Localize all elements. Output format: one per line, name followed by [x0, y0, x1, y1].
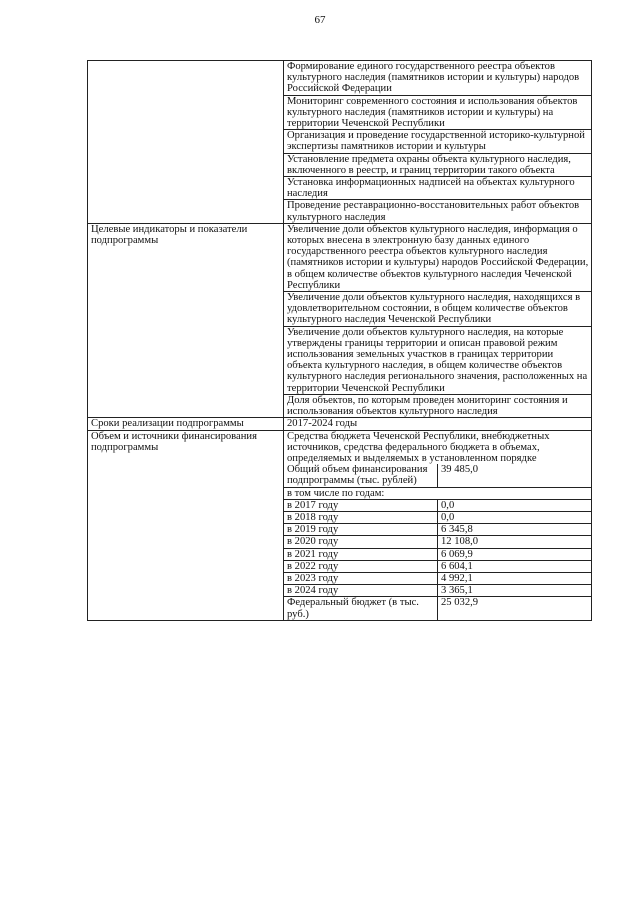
by-years-label: в том числе по годам: [284, 487, 591, 499]
year-label: в 2019 году [284, 524, 438, 536]
funding-cell [284, 430, 592, 620]
year-value: 0,0 [438, 499, 592, 511]
year-row [284, 560, 591, 572]
year-value: 3 365,1 [438, 585, 592, 597]
year-row [284, 499, 591, 511]
year-value: 12 108,0 [438, 536, 592, 548]
year-row [284, 572, 591, 584]
task-item: Установление предмета охраны объекта культурного наследия, включенного в реестр, и границ территории такого объекта [284, 153, 592, 176]
indicator-item: Увеличение доли объектов культурного наследия, информация о которых внесена в электронную базу данных единого государственного реестра объектов культурного наследия (памятников истории и культуры) народов Российской Федерации, в общем количестве объектов культурного наследия Чеченской Республики [284, 223, 592, 291]
year-row [284, 511, 591, 523]
total-label: Общий объем финансирования подпрограммы (тыс. рублей) [284, 464, 438, 487]
indicator-item: Увеличение доли объектов культурного наследия, находящихся в удовлетворительном состоянии, в общем количестве объектов культурного наследия Чеченской Республики [284, 292, 592, 327]
year-row [284, 524, 591, 536]
table-row [88, 61, 592, 96]
year-label: в 2024 году [284, 585, 438, 597]
funding-label: Объем и источники финансирования подпрограммы [88, 430, 284, 620]
table-row [88, 430, 592, 620]
year-label: в 2020 году [284, 536, 438, 548]
task-item: Проведение реставрационно-восстановительных работ объектов культурного наследия [284, 200, 592, 223]
task-item: Формирование единого государственного реестра объектов культурного наследия (памятников истории и культуры) народов Российской Федерации [284, 61, 592, 96]
year-row [284, 548, 591, 560]
tasks-label-cell [88, 61, 284, 224]
funding-sources: Средства бюджета Чеченской Республики, внебюджетных источников, средства федерального бюджета в объемах, определяемых и выделяемых в установленном порядке [287, 430, 550, 464]
funding-total-row [284, 464, 591, 487]
table-body [88, 61, 592, 621]
indicator-item: Увеличение доли объектов культурного наследия, на которые утверждены границы территории и описан правовой режим использования земельных участков в границах территории объекта культурного наследия, в общем количестве объектов культурного наследия регионального значения, расположенных на территории Чеченской Республики [284, 326, 592, 394]
subprogram-passport-table [87, 60, 592, 621]
federal-row [284, 597, 591, 620]
task-item: Организация и проведение государственной историко-культурной экспертизы памятников истории и культуры [284, 130, 592, 153]
task-item: Установка информационных надписей на объектах культурного наследия [284, 177, 592, 200]
table-row [88, 418, 592, 430]
year-label: в 2018 году [284, 511, 438, 523]
table-row [88, 223, 592, 291]
by-years-row [284, 487, 591, 499]
year-label: в 2022 году [284, 560, 438, 572]
year-value: 0,0 [438, 511, 592, 523]
year-value: 6 604,1 [438, 560, 592, 572]
funding-breakdown-table [284, 464, 591, 620]
total-value: 39 485,0 [438, 464, 592, 487]
indicators-label: Целевые индикаторы и показатели подпрограммы [88, 223, 284, 417]
year-value: 6 069,9 [438, 548, 592, 560]
year-label: в 2017 году [284, 499, 438, 511]
federal-label: Федеральный бюджет (в тыс. руб.) [284, 597, 438, 620]
year-value: 4 992,1 [438, 572, 592, 584]
terms-value: 2017-2024 годы [284, 418, 592, 430]
terms-label: Сроки реализации подпрограммы [88, 418, 284, 430]
year-value: 6 345,8 [438, 524, 592, 536]
year-row [284, 536, 591, 548]
year-label: в 2021 году [284, 548, 438, 560]
indicator-item: Доля объектов, по которым проведен мониторинг состояния и использования объектов культурного наследия [284, 394, 592, 417]
task-item: Мониторинг современного состояния и использования объектов культурного наследия (памятников истории и культуры) на территории Чеченской Республики [284, 95, 592, 130]
federal-value: 25 032,9 [438, 597, 592, 620]
year-row [284, 585, 591, 597]
funding-breakdown-body [284, 464, 591, 620]
year-label: в 2023 году [284, 572, 438, 584]
page-number: 67 [314, 14, 326, 26]
